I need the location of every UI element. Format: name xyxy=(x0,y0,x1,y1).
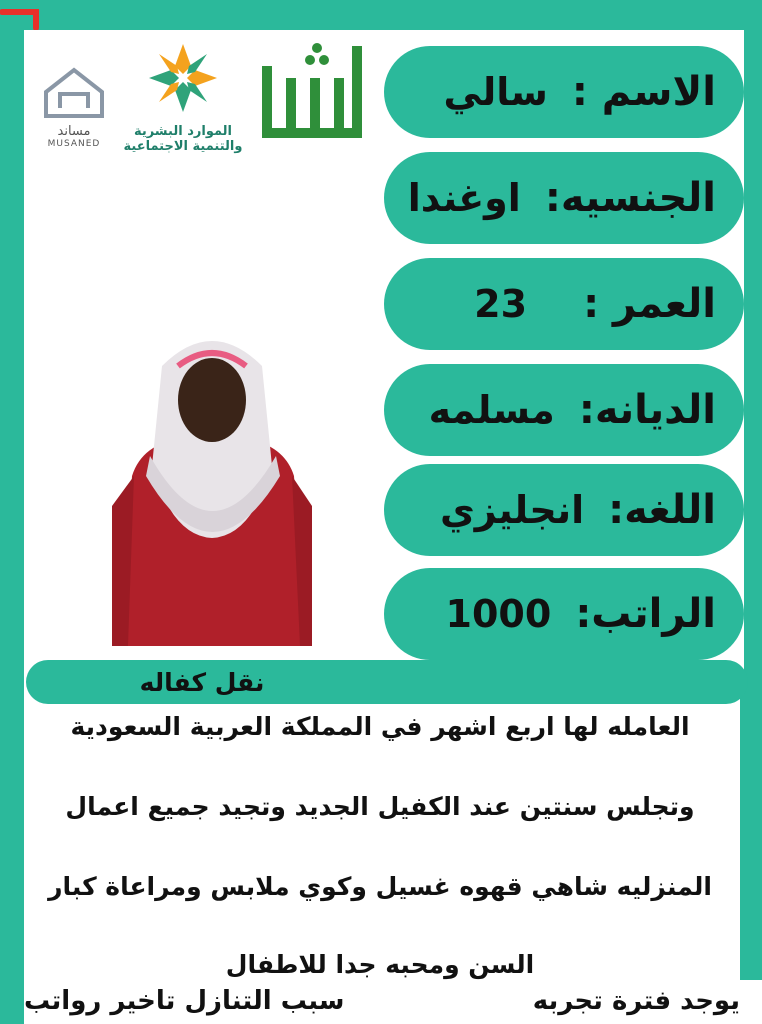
field-salary-label: الراتب: xyxy=(575,591,716,637)
field-nationality-value: اوغندا xyxy=(407,176,521,220)
field-religion-pill xyxy=(384,364,744,456)
musaned-logo xyxy=(38,62,110,152)
musaned-arabic-label: مساند xyxy=(57,124,91,139)
field-salary-pill xyxy=(384,568,744,660)
footer-trial-text: يوجد فترة تجربه xyxy=(532,986,740,1016)
field-name-pill xyxy=(384,46,744,138)
field-religion-label: الديانه: xyxy=(578,387,716,433)
left-frame-bar xyxy=(0,0,24,1024)
top-frame-bar xyxy=(0,0,762,30)
field-language-label: اللغه: xyxy=(608,487,716,533)
field-name-label: الاسم : xyxy=(571,69,716,115)
field-language-pill xyxy=(384,464,744,556)
field-language-value: انجليزي xyxy=(439,488,585,532)
hrsd-logo xyxy=(118,40,248,160)
hrsd-line2: والتنمية الاجتماعية xyxy=(123,139,243,154)
field-salary-value: 1000 xyxy=(445,592,552,636)
field-name-value: سالي xyxy=(443,70,548,114)
field-nationality-pill xyxy=(384,152,744,244)
footer-reason-text: سبب التنازل تاخير رواتب xyxy=(24,986,345,1016)
description-line-4: السن ومحبه جدا للاطفال xyxy=(225,950,535,979)
field-age-label: العمر : xyxy=(583,281,716,327)
right-lower-frame-bar xyxy=(740,680,762,980)
field-age-pill xyxy=(384,258,744,350)
hrsd-star-icon xyxy=(118,40,248,120)
description-line-1: العامله لها اربع اشهر في المملكة العربية السعودية xyxy=(70,712,690,741)
transfer-label: نقل كفاله xyxy=(139,667,265,697)
corner-mark-icon xyxy=(0,0,40,30)
musaned-house-icon xyxy=(38,62,110,120)
description-line-3: المنزليه شاهي قهوه غسيل وكوي ملابس ومراعاة كبار xyxy=(48,872,712,901)
field-nationality-label: الجنسيه: xyxy=(544,175,716,221)
musaned-latin-label: MUSANED xyxy=(47,139,101,149)
worker-photo xyxy=(112,326,312,660)
description-line-2: وتجلس سنتين عند الكفيل الجديد وتجيد جميع اعمال xyxy=(65,792,695,821)
hrsd-line1: الموارد البشرية xyxy=(133,124,233,139)
right-frame-bar xyxy=(744,0,762,680)
field-age-value: 23 xyxy=(474,282,528,326)
absher-logo xyxy=(258,36,366,146)
field-religion-value: مسلمه xyxy=(428,388,555,432)
absher-wordmark-icon xyxy=(258,36,366,146)
